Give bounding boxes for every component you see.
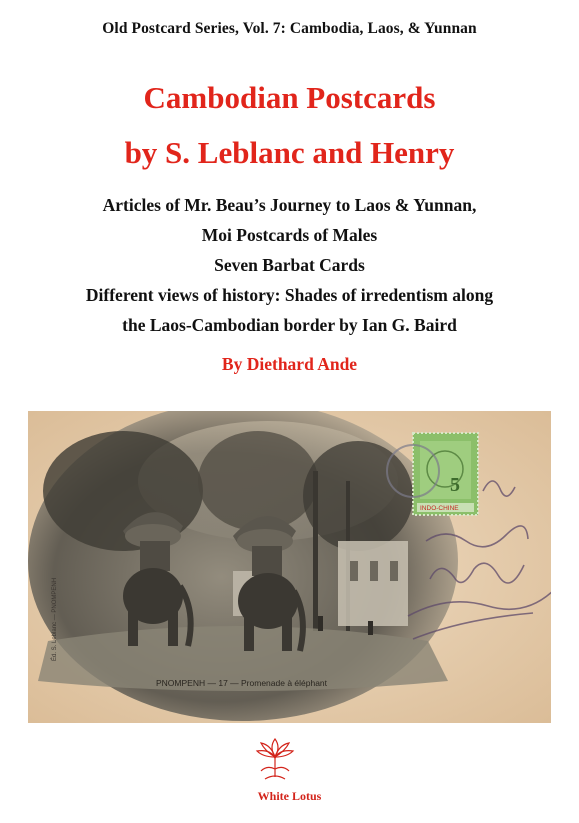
publisher-block	[0, 727, 579, 807]
subtitle-line-5: the Laos-Cambodian border by Ian G. Baird	[122, 315, 457, 335]
publisher-name: White Lotus	[257, 789, 322, 803]
series-title: Old Postcard Series, Vol. 7: Cambodia, Laos, & Yunnan	[102, 20, 477, 37]
subtitle-line-1: Articles of Mr. Beau’s Journey to Laos & Yunnan,	[102, 195, 477, 215]
book-title-line-2: by S. Leblanc and Henry	[124, 135, 455, 170]
subtitle-line-4: Different views of history: Shades of irredentism along	[85, 285, 494, 305]
postage-stamp	[413, 433, 478, 515]
postcard-caption: PNOMPENH — 17 — Promenade à éléphant	[156, 678, 328, 688]
stamp-value: 5	[450, 474, 460, 496]
book-title-line-1: Cambodian Postcards	[143, 80, 436, 115]
postcard-side-text: Éd. S. Leblanc — PNOMPENH	[52, 577, 58, 661]
subtitle-line-2: Moi Postcards of Males	[201, 225, 378, 245]
author: By Diethard Ande	[221, 354, 358, 374]
lotus-logo-icon	[255, 735, 295, 785]
subtitle-line-3: Seven Barbat Cards	[214, 255, 365, 275]
postcard-image	[28, 411, 551, 723]
postcard-photo	[28, 411, 458, 721]
stamp-country: INDO-CHINE	[420, 505, 459, 512]
